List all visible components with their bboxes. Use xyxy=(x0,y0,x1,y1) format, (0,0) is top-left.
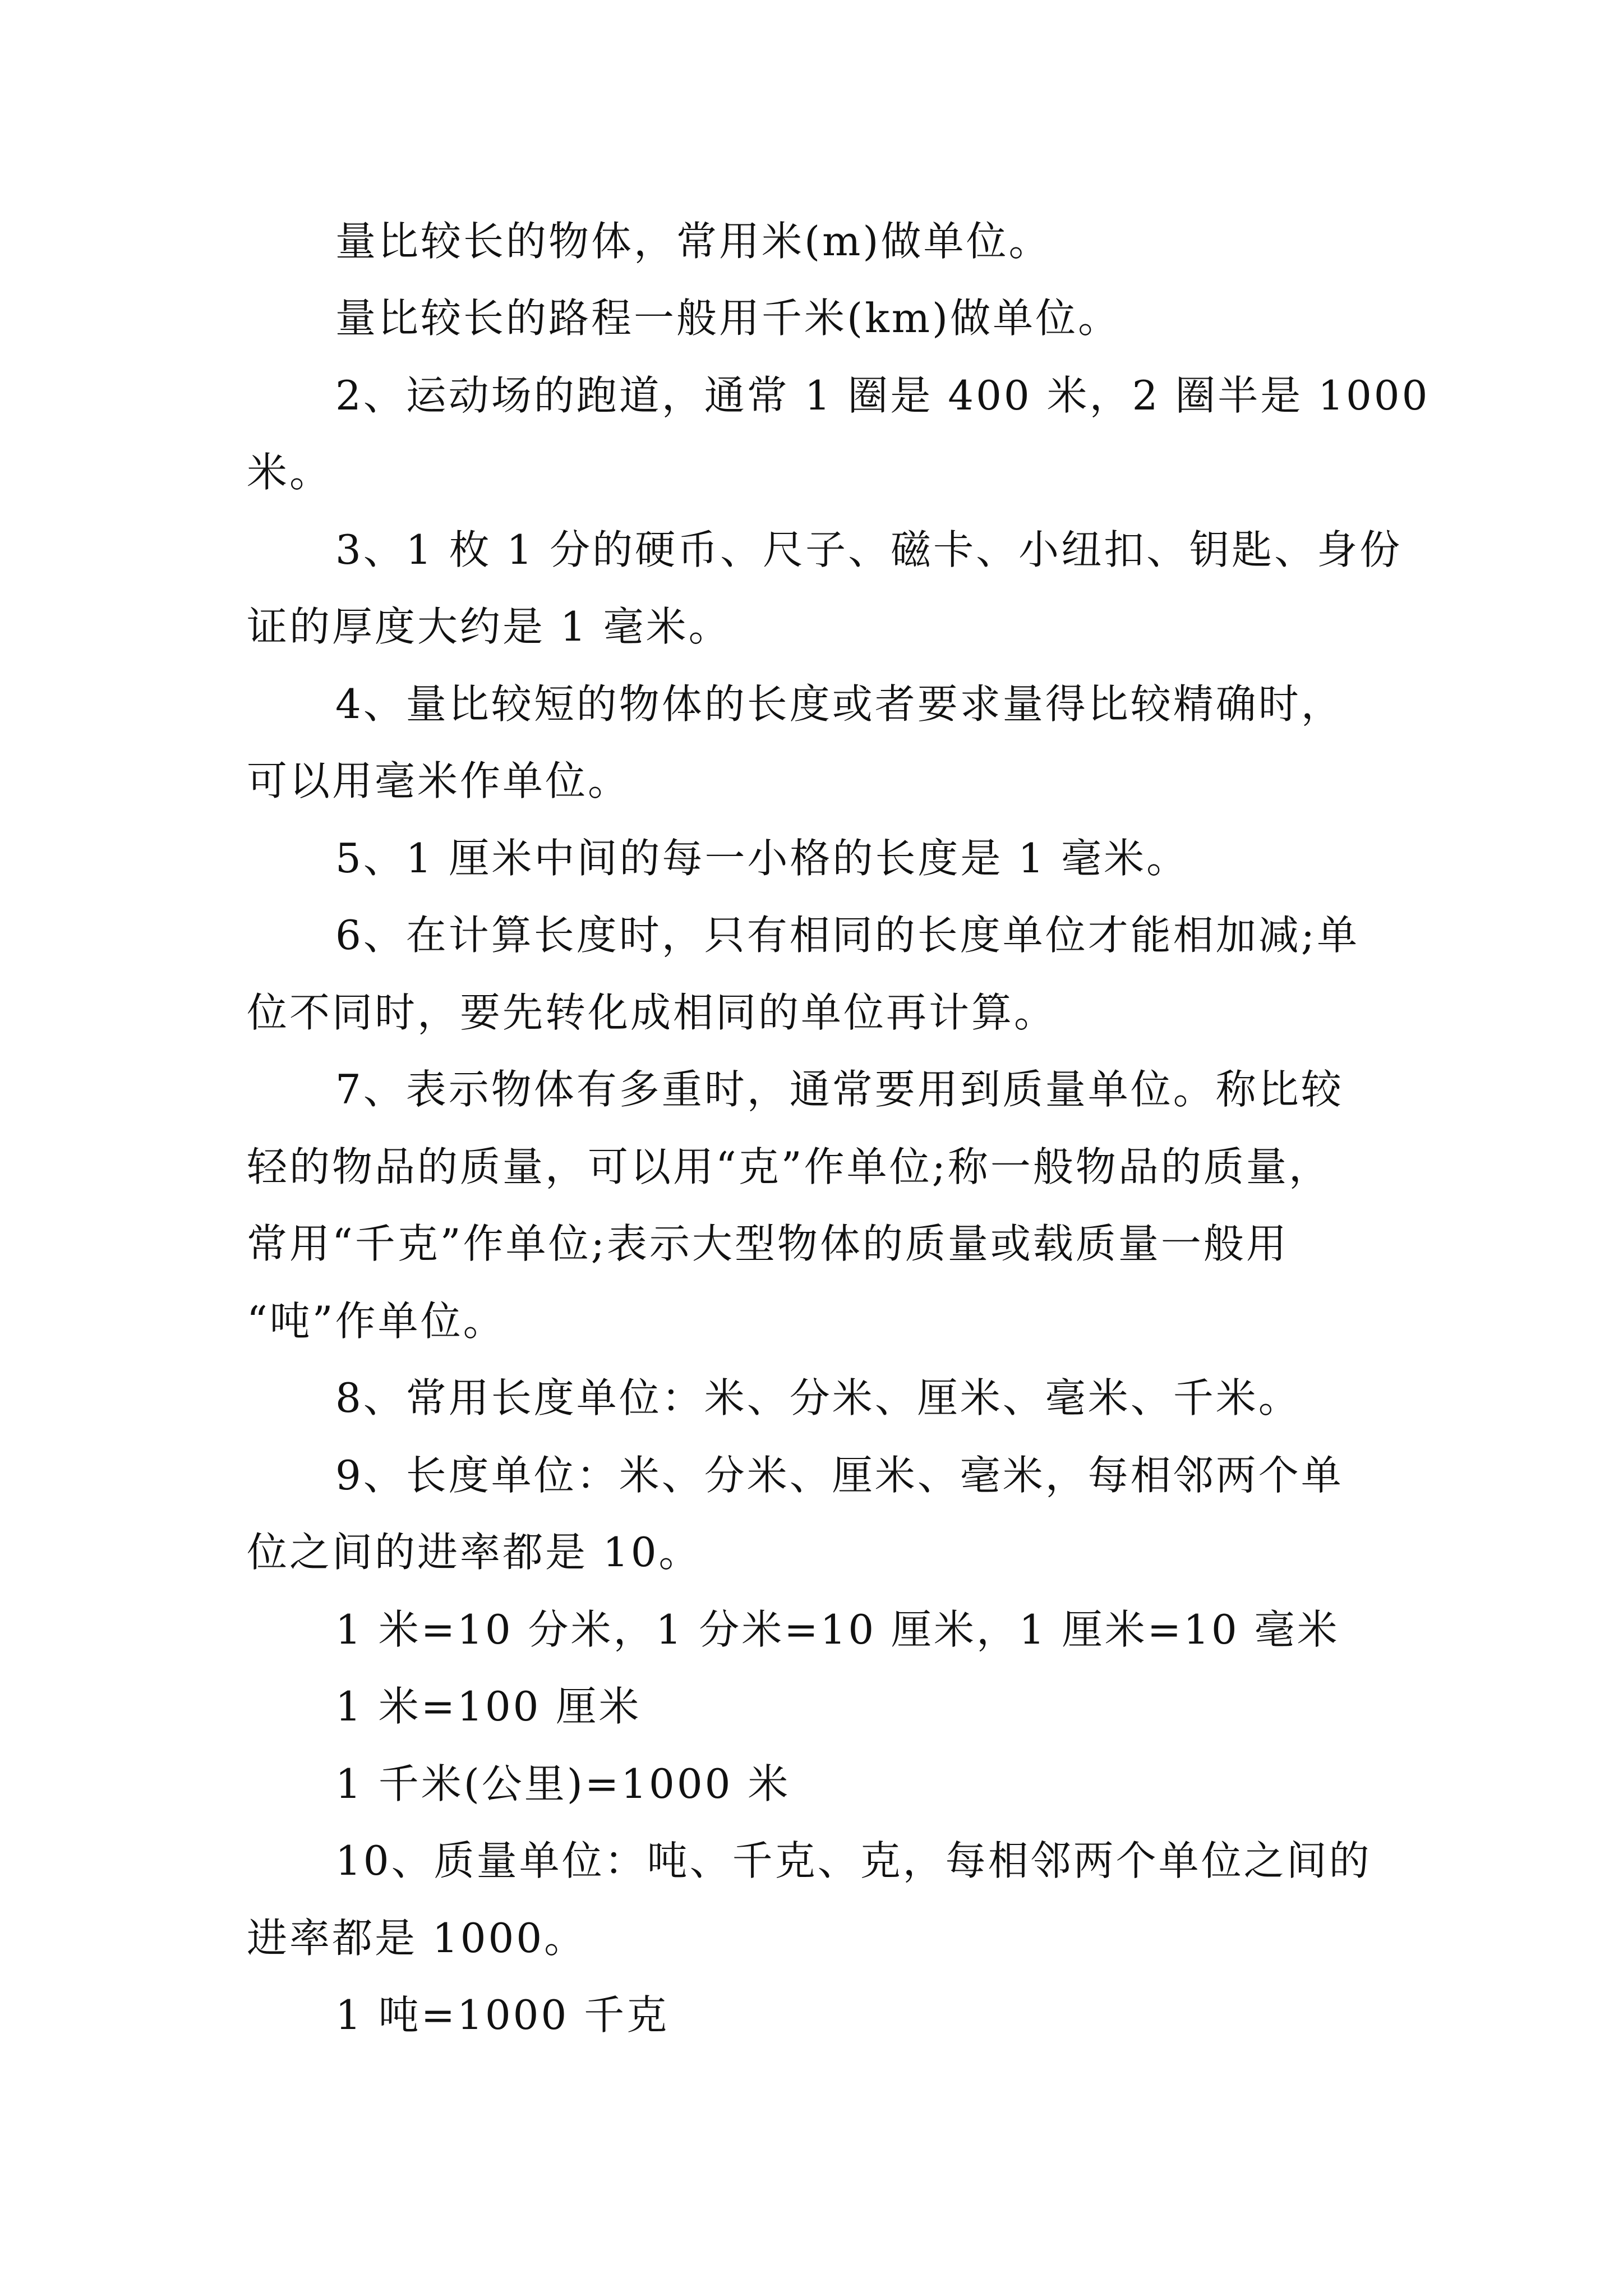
text-line: 轻的物品的质量，可以用“克”作单位;称一般物品的质量， xyxy=(247,1143,1331,1190)
text-line: 8、常用长度单位：米、分米、厘米、毫米、千米。 xyxy=(335,1374,1301,1421)
text-line: 5、1 厘米中间的每一小格的长度是 1 毫米。 xyxy=(335,835,1189,882)
text-line: “吨”作单位。 xyxy=(247,1297,506,1345)
text-line: 2、运动场的跑道，通常 1 圈是 400 米，2 圈半是 1000 xyxy=(335,372,1430,419)
text-line: 6、在计算长度时，只有相同的长度单位才能相加减;单 xyxy=(335,912,1360,959)
text-line: 3、1 枚 1 分的硬币、尺子、磁卡、小纽扣、钥匙、身份 xyxy=(335,526,1403,573)
text-line: 量比较长的路程一般用千米(km)做单位。 xyxy=(335,295,1121,342)
text-line: 量比较长的物体，常用米(m)做单位。 xyxy=(335,218,1052,265)
text-line: 1 米=100 厘米 xyxy=(335,1683,642,1730)
text-line: 米。 xyxy=(247,449,333,496)
text-line: 位之间的进率都是 10。 xyxy=(247,1529,702,1576)
text-line: 位不同时，要先转化成相同的单位再计算。 xyxy=(247,989,1057,1036)
text-line: 1 千米(公里)=1000 米 xyxy=(335,1760,791,1807)
text-line: 1 吨=1000 千克 xyxy=(335,1991,670,2039)
text-line: 证的厚度大约是 1 毫米。 xyxy=(247,603,731,650)
text-line: 1 米=10 分米，1 分米=10 厘米，1 厘米=10 毫米 xyxy=(335,1606,1340,1653)
text-line: 4、量比较短的物体的长度或者要求量得比较精确时， xyxy=(335,680,1344,728)
text-line: 7、表示物体有多重时，通常要用到质量单位。称比较 xyxy=(335,1066,1344,1113)
text-line: 9、长度单位：米、分米、厘米、毫米，每相邻两个单 xyxy=(335,1452,1344,1499)
text-line: 10、质量单位：吨、千克、克，每相邻两个单位之间的 xyxy=(335,1837,1372,1884)
text-line: 进率都是 1000。 xyxy=(247,1915,587,1962)
text-line: 可以用毫米作单位。 xyxy=(247,757,631,804)
text-line: 常用“千克”作单位;表示大型物体的质量或载质量一般用 xyxy=(247,1220,1289,1267)
